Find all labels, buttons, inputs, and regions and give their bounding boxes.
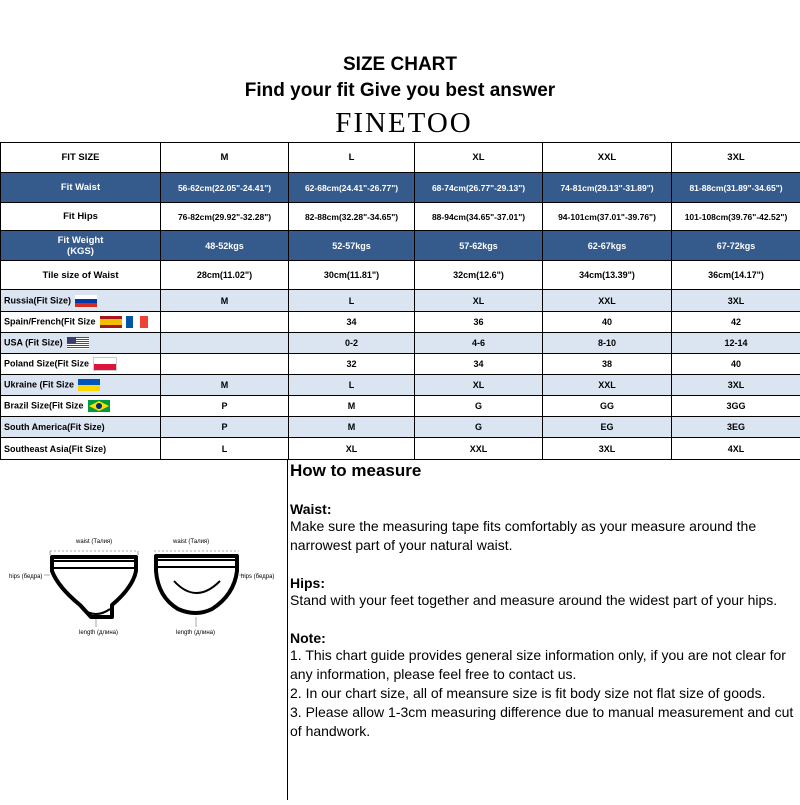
- table-cell: 4XL: [672, 438, 800, 460]
- russia-flag-icon: [75, 295, 97, 307]
- table-cell: [161, 333, 289, 354]
- table-cell: 88-94cm(34.65"-37.01"): [415, 203, 543, 231]
- table-cell: 8-10: [543, 333, 672, 354]
- table-cell: 32: [289, 354, 415, 375]
- note-item: 3. Please allow 1-3cm measuring difference due to manual measurement and cut of handwork.: [290, 703, 798, 741]
- page-title: SIZE CHART: [0, 54, 800, 76]
- chart-header: [0, 0, 800, 142]
- table-row: [1, 375, 800, 396]
- row-label: Fit Weight (KGS): [58, 235, 104, 257]
- table-row: [1, 417, 800, 438]
- column-header-size: M: [161, 143, 289, 173]
- note-title: Note:: [290, 630, 798, 646]
- table-row: [1, 333, 800, 354]
- brazil-flag-icon: [88, 400, 110, 412]
- measure-instructions: [290, 459, 798, 741]
- waist-title: Waist:: [290, 501, 798, 517]
- table-cell: [161, 354, 289, 375]
- table-cell: 81-88cm(31.89"-34.65"): [672, 173, 800, 203]
- front-waist-label: waist (Талия): [75, 539, 112, 545]
- table-cell: 62-67kgs: [543, 231, 672, 261]
- note-item: 1. This chart guide provides general size information only, if you are not clear for any information, please feel free to contact us.: [290, 646, 798, 684]
- table-cell: 82-88cm(32.28"-34.65"): [289, 203, 415, 231]
- table-cell: GG: [543, 396, 672, 417]
- row-label: Southeast Asia(Fit Size): [4, 444, 106, 454]
- row-label: Spain/French(Fit Size: [4, 316, 96, 326]
- usa-flag-icon: [67, 337, 89, 349]
- table-cell: 12-14: [672, 333, 800, 354]
- row-label-cell: [1, 290, 161, 312]
- back-brief-drawing: [154, 539, 274, 636]
- table-cell: 68-74cm(26.77"-29.13"): [415, 173, 543, 203]
- table-cell: XXL: [415, 438, 543, 460]
- table-cell: 67-72kgs: [672, 231, 800, 261]
- table-cell: G: [415, 417, 543, 438]
- table-cell: 3GG: [672, 396, 800, 417]
- table-cell: L: [289, 290, 415, 312]
- row-label: Fit Waist: [61, 182, 100, 193]
- size-chart-table: [0, 142, 800, 460]
- table-cell: P: [161, 396, 289, 417]
- table-cell: XXL: [543, 290, 672, 312]
- table-cell: 34cm(13.39"): [543, 261, 672, 290]
- table-cell: EG: [543, 417, 672, 438]
- poland-flag-icon: [93, 357, 117, 371]
- table-cell: L: [289, 375, 415, 396]
- table-cell: XL: [415, 375, 543, 396]
- front-length-label: length (длина): [79, 630, 118, 636]
- table-cell: 74-81cm(29.13"-31.89"): [543, 173, 672, 203]
- table-cell: M: [161, 375, 289, 396]
- row-label-cell: [1, 173, 161, 203]
- hips-title: Hips:: [290, 575, 798, 591]
- front-brief-drawing: [9, 539, 138, 636]
- row-label-cell: [1, 375, 161, 396]
- row-label-cell: [1, 396, 161, 417]
- measure-heading: How to measure: [290, 461, 798, 481]
- row-label-cell: [1, 231, 161, 261]
- column-header-size: XXL: [543, 143, 672, 173]
- front-hips-label: hips (бедра): [9, 574, 42, 580]
- france-flag-icon: [126, 316, 148, 328]
- row-label-cell: [1, 312, 161, 333]
- note-item: 2. In our chart size, all of meansure size is fit body size not flat size of goods.: [290, 684, 798, 703]
- table-cell: M: [289, 417, 415, 438]
- table-header-row: [1, 143, 800, 173]
- row-label: Fit Hips: [63, 211, 98, 222]
- table-row: [1, 396, 800, 417]
- table-cell: 3XL: [543, 438, 672, 460]
- brand-logo: FINETOO: [0, 107, 800, 140]
- column-header-size: L: [289, 143, 415, 173]
- table-row: [1, 312, 800, 333]
- table-row: [1, 290, 800, 312]
- table-cell: 0-2: [289, 333, 415, 354]
- row-label-cell: [1, 438, 161, 460]
- page-subtitle: Find your fit Give you best answer: [0, 80, 800, 102]
- table-row: [1, 231, 800, 261]
- table-cell: 94-101cm(37.01"-39.76"): [543, 203, 672, 231]
- row-label: Ukraine (Fit Size: [4, 379, 74, 389]
- row-label-cell: [1, 203, 161, 231]
- back-length-label: length (длина): [176, 630, 215, 636]
- table-row: [1, 354, 800, 375]
- column-header-size: 3XL: [672, 143, 800, 173]
- table-cell: 34: [415, 354, 543, 375]
- table-cell: 76-82cm(29.92"-32.28"): [161, 203, 289, 231]
- table-cell: 38: [543, 354, 672, 375]
- row-label: South America(Fit Size): [4, 422, 105, 432]
- table-cell: XXL: [543, 375, 672, 396]
- row-label: USA (Fit Size): [4, 337, 63, 347]
- back-hips-label: hips (бедра): [241, 574, 274, 580]
- row-label: Brazil Size(Fit Size: [4, 400, 84, 410]
- table-cell: M: [161, 290, 289, 312]
- waist-text: Make sure the measuring tape fits comfortably as your measure around the narrowest part of your natural waist.: [290, 517, 798, 555]
- table-cell: 48-52kgs: [161, 231, 289, 261]
- ukraine-flag-icon: [78, 379, 100, 391]
- row-label-cell: [1, 333, 161, 354]
- underwear-diagram: [0, 459, 287, 800]
- table-cell: [161, 312, 289, 333]
- column-header-fit-size: FIT SIZE: [1, 143, 161, 173]
- table-cell: 36: [415, 312, 543, 333]
- hips-text: Stand with your feet together and measure around the widest part of your hips.: [290, 591, 798, 610]
- table-cell: 62-68cm(24.41"-26.77"): [289, 173, 415, 203]
- table-cell: 101-108cm(39.76"-42.52"): [672, 203, 800, 231]
- table-cell: 3XL: [672, 375, 800, 396]
- table-cell: 30cm(11.81"): [289, 261, 415, 290]
- table-cell: XL: [415, 290, 543, 312]
- table-row: [1, 438, 800, 460]
- row-label: Russia(Fit Size): [4, 295, 71, 305]
- table-cell: XL: [289, 438, 415, 460]
- table-cell: 3XL: [672, 290, 800, 312]
- table-cell: P: [161, 417, 289, 438]
- back-waist-label: waist (Талия): [172, 539, 209, 545]
- table-row: [1, 261, 800, 290]
- table-cell: G: [415, 396, 543, 417]
- table-cell: M: [289, 396, 415, 417]
- column-header-size: XL: [415, 143, 543, 173]
- row-label-cell: [1, 417, 161, 438]
- table-row: [1, 203, 800, 231]
- table-cell: 34: [289, 312, 415, 333]
- table-cell: 42: [672, 312, 800, 333]
- row-label: Poland Size(Fit Size: [4, 358, 89, 368]
- table-cell: L: [161, 438, 289, 460]
- table-row: [1, 173, 800, 203]
- table-cell: 57-62kgs: [415, 231, 543, 261]
- row-label: Tile size of Waist: [42, 270, 118, 281]
- row-label-cell: [1, 261, 161, 290]
- table-cell: 40: [672, 354, 800, 375]
- table-cell: 52-57kgs: [289, 231, 415, 261]
- table-cell: 56-62cm(22.05"-24.41"): [161, 173, 289, 203]
- table-cell: 36cm(14.17"): [672, 261, 800, 290]
- table-cell: 28cm(11.02"): [161, 261, 289, 290]
- table-cell: 3EG: [672, 417, 800, 438]
- measure-section: [0, 459, 800, 800]
- table-cell: 40: [543, 312, 672, 333]
- spain-flag-icon: [100, 316, 122, 328]
- table-cell: 4-6: [415, 333, 543, 354]
- table-cell: 32cm(12.6"): [415, 261, 543, 290]
- row-label-cell: [1, 354, 161, 375]
- measure-diagram-panel: [0, 459, 288, 800]
